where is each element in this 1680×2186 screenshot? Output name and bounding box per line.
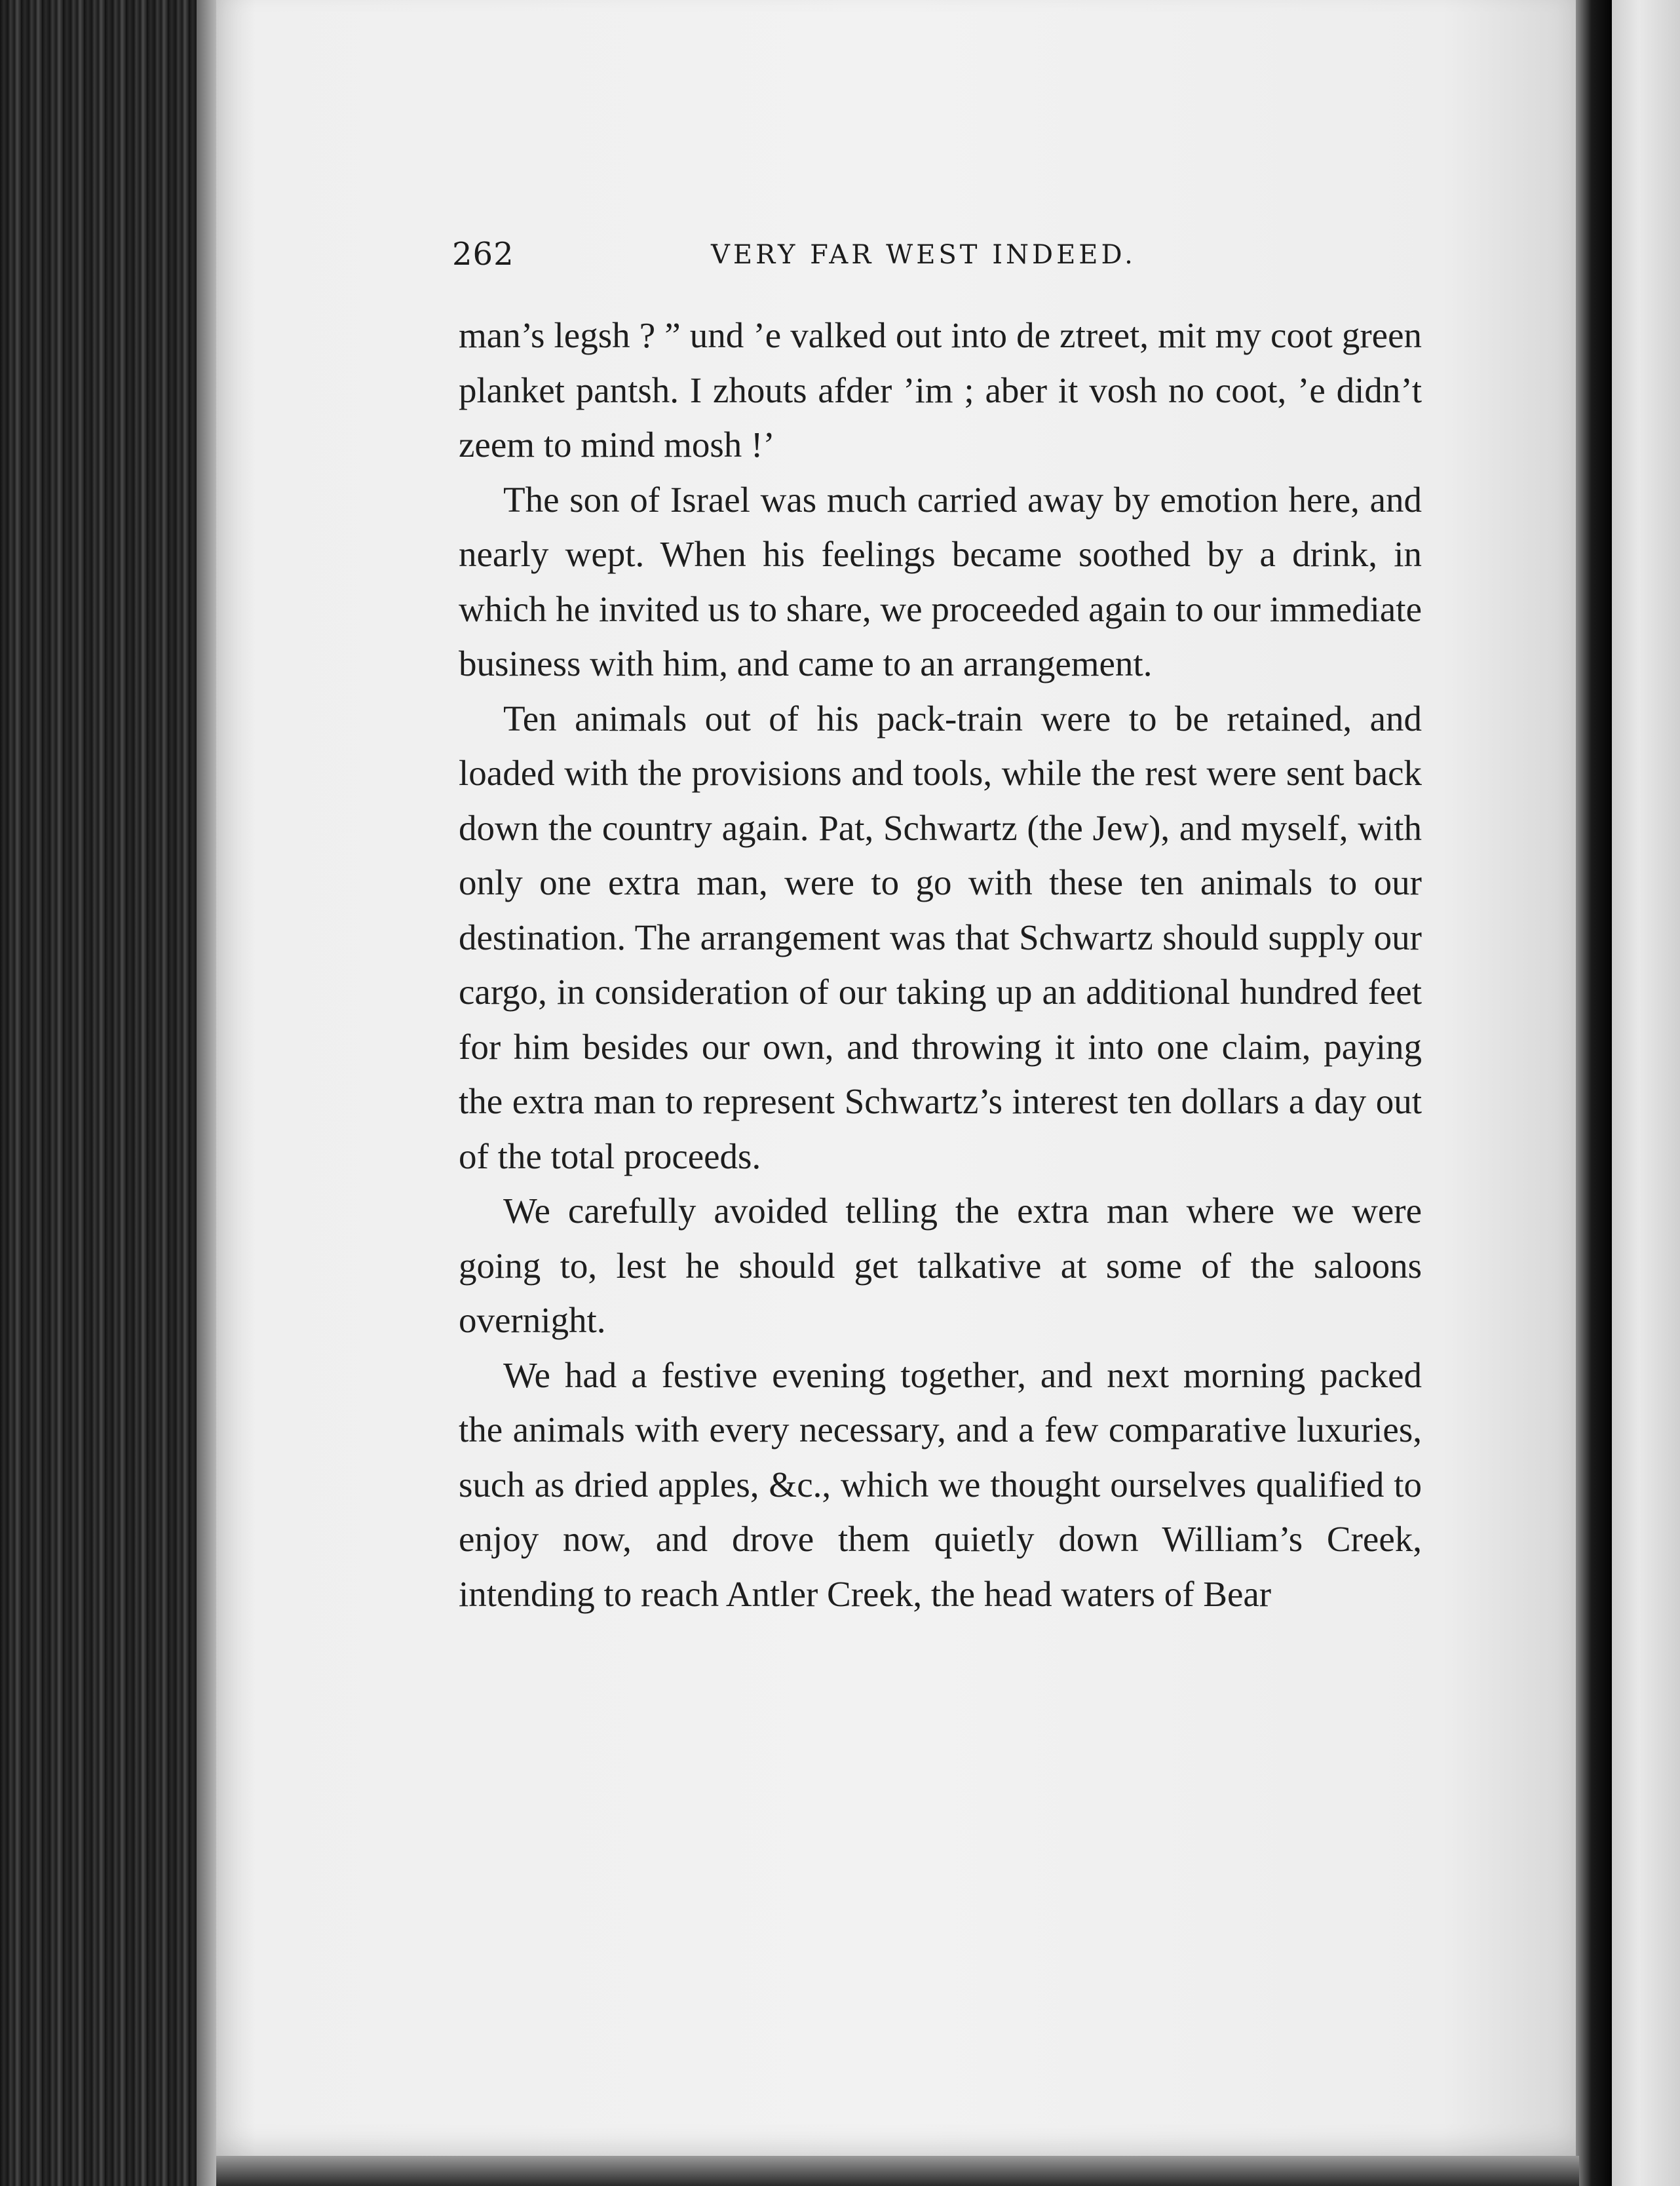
book-gutter: [1576, 0, 1615, 2186]
page-bottom-shadow: [216, 2156, 1579, 2186]
paragraph: We carefully avoided telling the extra man where we were going to, lest he should get talkative at some of the saloons overnight.: [459, 1191, 1422, 1340]
paragraph: Ten animals out of his pack-train were to be retained, and loaded with the provisions and tools, while the rest were sent back down the country again. Pat, Schwartz (the Jew), and myself, with only one extra man, were to go with these ten animals to our destination. The arrangement was that Schwartz should supply our cargo, in consideration of our taking up an additional hundred feet for him besides our own, and throwing it into one claim, paying the extra man to represent Schwartz’s interest ten dollars a day out of the total proceeds.: [459, 698, 1422, 1176]
page-number: 262: [452, 236, 514, 273]
paragraph-continuation: man’s legsh ? ” und ’e valked out into de ztreet, mit my coot green planket pantsh. I zhouts afder ’im ; aber it vosh no coot, ’e didn’t zeem to mind mosh !’: [459, 315, 1422, 465]
running-head: VERY FAR WEST INDEED.: [711, 240, 1136, 270]
body-text: [459, 308, 1422, 1621]
page-header: [452, 236, 1422, 282]
facing-page-edge: [1612, 0, 1680, 2186]
book-page-edges: [0, 0, 223, 2186]
paragraph: We had a festive evening together, and next morning packed the animals with every necessary, and a few comparative luxuries, such as dried apples, &c., which we thought ourselves qualified to enjoy now, and drove them quietly down William’s Creek, intending to reach Antler Creek, the head waters of Bear: [459, 1354, 1422, 1614]
paragraph: The son of Israel was much carried away by emotion here, and nearly wept. When his feelings became soothed by a drink, in which he invited us to share, we proceeded again to our immediate business with him, and came to an arrangement.: [459, 479, 1422, 683]
